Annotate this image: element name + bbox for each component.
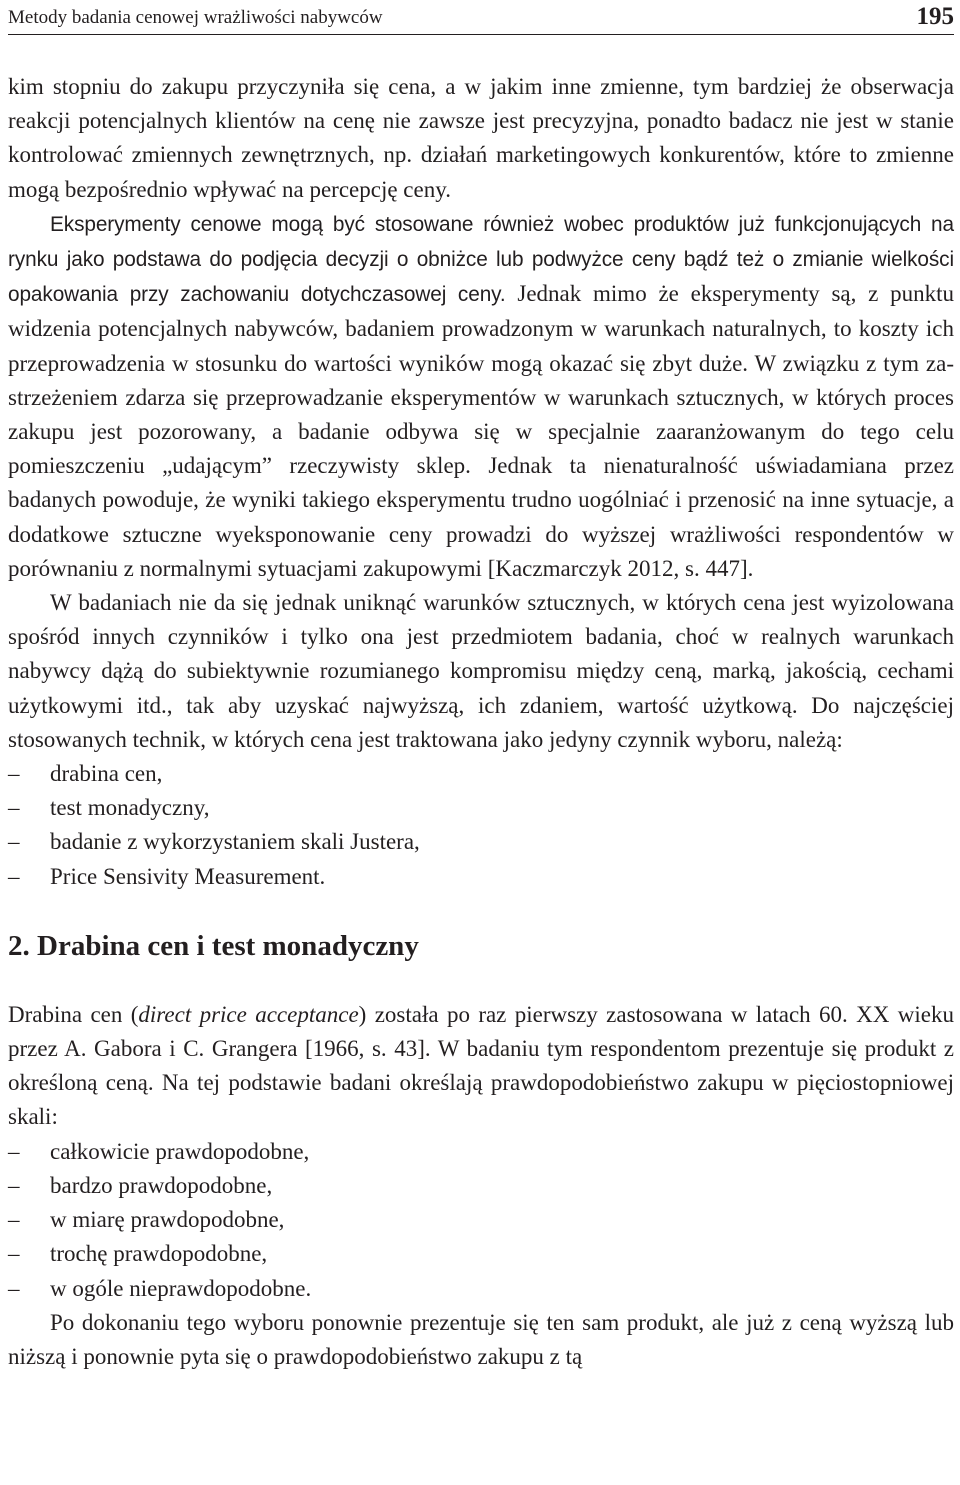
dash-bullet-icon: –	[8, 1275, 20, 1301]
scale-list	[8, 1135, 954, 1306]
list-item-text: test monadyczny,	[50, 795, 210, 821]
paragraph-3: W badaniach nie da się jednak uniknąć warunków sztucznych, w których cena jest wyizolowana spośród innych czynników i tylko ona jest przedmiotem badania, choć w realnych warunkach nabywcy dążą do subiektywnie rozumianego kompromisu między ceną, marką, jakością, cechami użytkowymi itd., tak aby uzyskać najwyższą, ich zdaniem, wartość użytkową. Do najczęściej stosowanych technik, w których cena jest traktowana jako jedyny czynnik wyboru, należą:	[8, 590, 954, 752]
list-item-text: całkowicie prawdopodobne,	[50, 1138, 310, 1164]
dash-bullet-icon: –	[8, 863, 20, 889]
paragraph-5: Po dokonaniu tego wyboru ponownie prezentuje się ten sam produkt, ale już z ceną wyższą lub niższą i ponownie pyta się o prawdopodobieństwo zakupu z tą	[8, 1309, 954, 1369]
paragraph-4-start: Drabina cen (	[8, 1001, 139, 1027]
list-item-text: bardzo prawdopodobne,	[50, 1172, 273, 1198]
running-title: Metody badania cenowej wrażliwości nabywców	[8, 7, 383, 28]
list-item	[8, 791, 954, 825]
list-item	[8, 860, 954, 894]
list-item-text: Price Sensivity Measurement.	[50, 863, 326, 889]
list-item-text: trochę prawdopodobne,	[50, 1241, 268, 1267]
list-item	[8, 1203, 954, 1237]
paragraph-4-rest: ) została po raz pierwszy zastosowana w latach 60. XX wieku przez A. Gabora i C. Grangera [1966, s. 43]. W badaniu tym respondentom prezentuje się produkt z określoną ceną. Na tej podstawie badani określają prawdopodobieństwo zakupu w pięciostopniowej skali:	[8, 1001, 954, 1130]
list-item	[8, 1272, 954, 1306]
dash-bullet-icon: –	[8, 1207, 20, 1233]
list-item	[8, 1169, 954, 1203]
list-item	[8, 1135, 954, 1169]
dash-bullet-icon: –	[8, 829, 20, 855]
list-item-text: drabina cen,	[50, 761, 163, 787]
list-item	[8, 825, 954, 859]
list-item-text: badanie z wykorzystaniem skali Justera,	[50, 829, 420, 855]
dash-bullet-icon: –	[8, 1172, 20, 1198]
running-header	[8, 2, 954, 35]
dash-bullet-icon: –	[8, 1138, 20, 1164]
page-body	[8, 70, 954, 1374]
dash-bullet-icon: –	[8, 1241, 20, 1267]
list-item-text: w ogóle nieprawdopodobne.	[50, 1275, 312, 1301]
paragraph-4-term: direct price acceptance	[138, 1001, 359, 1027]
list-item	[8, 757, 954, 791]
list-item-text: w miarę prawdopodobne,	[50, 1207, 285, 1233]
page-number: 195	[916, 3, 954, 30]
paragraph-2	[8, 207, 954, 586]
techniques-list	[8, 757, 954, 894]
section-heading: 2. Drabina cen i test monadyczny	[8, 929, 419, 962]
dash-bullet-icon: –	[8, 761, 20, 787]
paragraph-1: kim stopniu do zakupu przyczyniła się cena, a w jakim inne zmienne, tym bardziej że obserwacja reakcji potencjalnych klientów na cenę nie zawsze jest precyzyjna, ponadto badacz nie jest w stanie kontrolować zmiennych zewnętrznych, np. działań marketingowych konkurentów, które to zmienne mogą bezpośrednio wpływać na percepcję ceny.	[8, 74, 954, 202]
paragraph-2-sans-part: Eksperymenty cenowe mogą być stosowane również wobec produktów już funkcjonujących na rynku jako podstawa do podjęcia decyzji o obniżce lub podwyżce ceny bądź też o zmianie wielkości opakowania przy zachowaniu dotychczasowej ceny.	[8, 212, 954, 307]
paragraph-2-serif-part: Jednak mimo że eksperymenty są, z punktu widzenia potencjalnych nabywców, badaniem prowadzonym w warunkach naturalnych, to koszty ich przeprowadzenia w stosunku do wartości wyników mogą okazać się zbyt duże. W związku z tym zastrzeżeniem zdarza się przeprowadzanie eksperymentów w warunkach sztucznych, w których proces zakupu jest pozorowany, a badanie odbywa się w specjalnie zaaranżowanym do tego celu pomieszczeniu „udającym” rzeczywisty sklep. Jednak ta nienaturalność uświadamiana przez badanych powoduje, że wyniki takiego eksperymentu trudno uogólniać i przenosić na inne sytuacje, a dodatkowe sztuczne wyeksponowanie ceny prowadzi do wyższej wrażliwości respondentów w porównaniu z normalnymi sytuacjami zakupowymi [Kaczmarczyk 2012, s. 447].	[8, 281, 954, 581]
paragraph-4	[8, 998, 954, 1135]
list-item	[8, 1237, 954, 1271]
dash-bullet-icon: –	[8, 795, 20, 821]
